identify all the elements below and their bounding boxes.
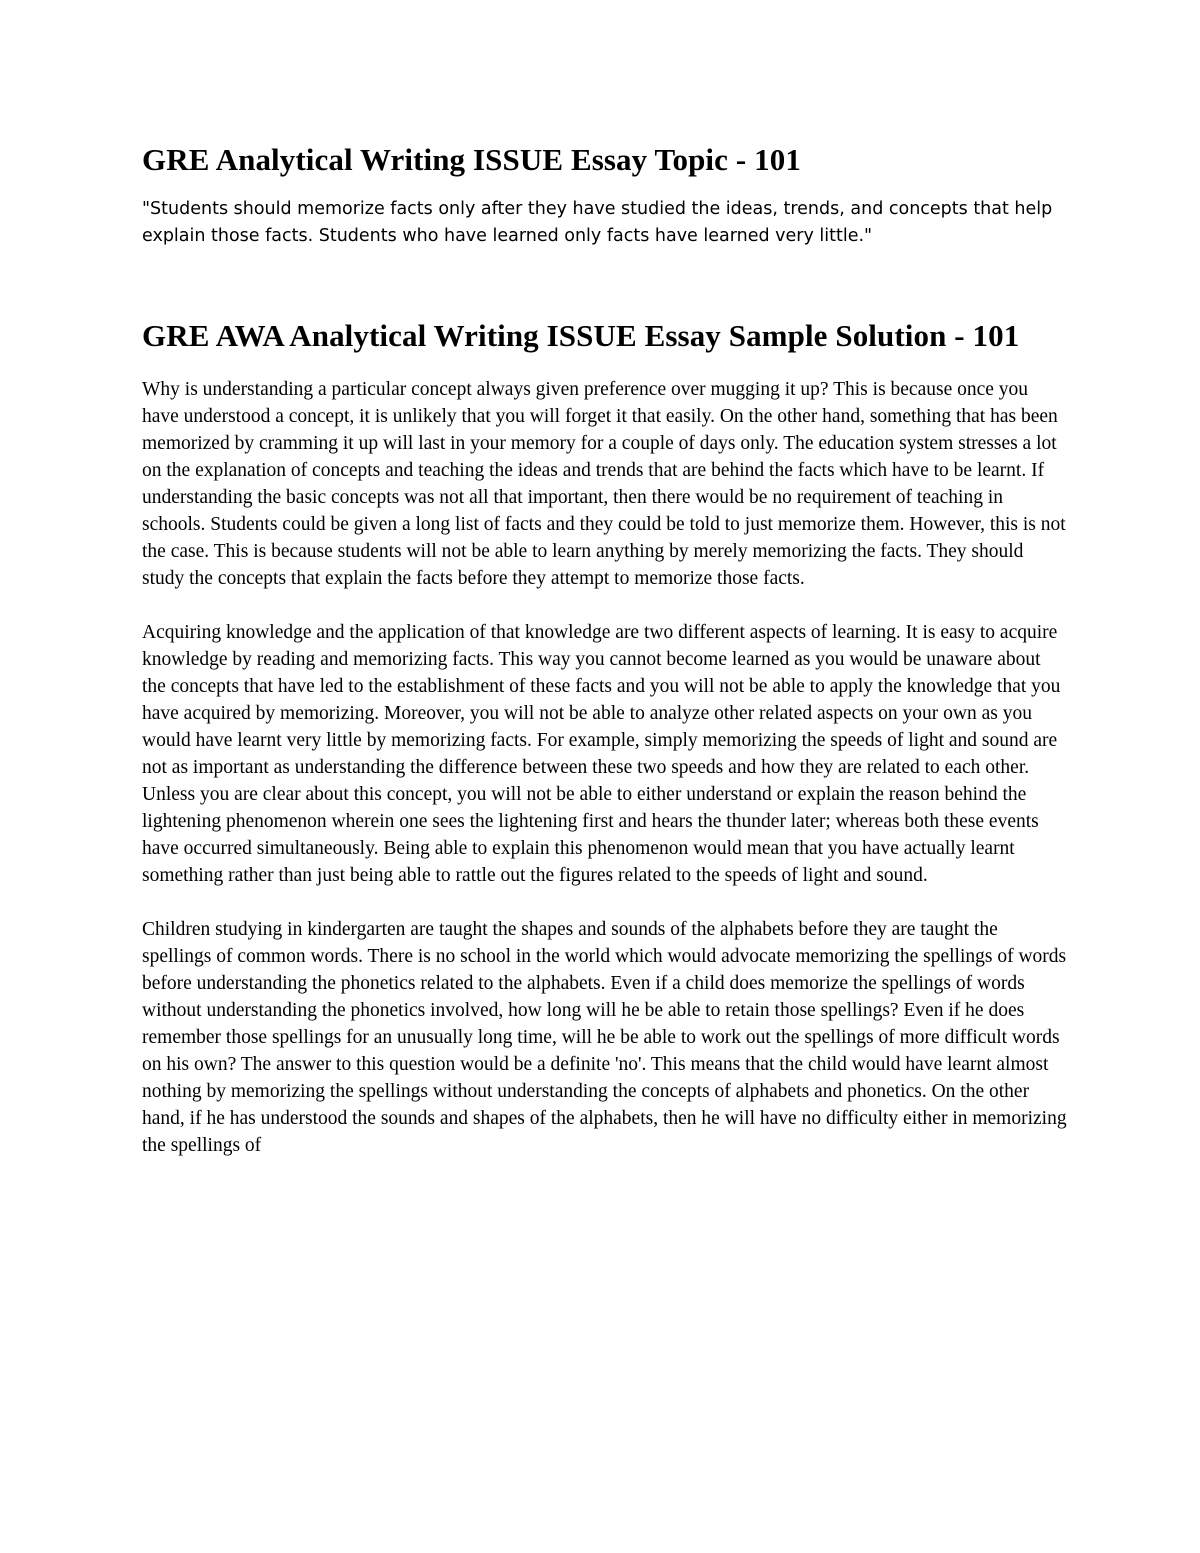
essay-paragraph-2: Acquiring knowledge and the application of that knowledge are two different aspects of learning. It is easy to acquire knowledge by reading and memorizing facts. This way you cannot become learned as you would be unaware about the concepts that have led to the establishment of these facts and you will not be able to apply the knowledge that you have acquired by memorizing. Moreover, you will not be able to analyze other related aspects on your own as you would have learnt very little by memorizing facts. For example, simply memorizing the speeds of light and sound are not as important as understanding the difference between these two speeds and how they are related to each other. Unless you are clear about this concept, you will not be able to either understand or explain the reason behind the lightening phenomenon wherein one sees the lightening first and hears the thunder later; whereas both these events have occurred simultaneously. Being able to explain this phenomenon would mean that you have actually learnt something rather than just being able to rattle out the figures related to the speeds of light and sound.	[142, 622, 1061, 886]
essay-paragraph-1: Why is understanding a particular concept always given preference over mugging it up? This is because once you have understood a concept, it is unlikely that you will forget it that easily. On the other hand, something that has been memorized by cramming it up will last in your memory for a couple of days only. The education system stresses a lot on the explanation of concepts and teaching the ideas and trends that are behind the facts which have to be learnt. If understanding the basic concepts was not all that important, then there would be no requirement of teaching in schools. Students could be given a long list of facts and they could be told to just memorize them. However, this is not the case. This is because students will not be able to learn anything by merely memorizing the facts. They should study the concepts that explain the facts before they attempt to memorize those facts.	[142, 379, 1066, 589]
solution-title: GRE AWA Analytical Writing ISSUE Essay Sample Solution - 101	[142, 318, 1020, 353]
topic-title: GRE Analytical Writing ISSUE Essay Topic - 101	[142, 142, 801, 177]
essay-paragraph-3: Children studying in kindergarten are taught the shapes and sounds of the alphabets before they are taught the spellings of common words. There is no school in the world which would advocate memorizing the spellings of words before understanding the phonetics related to the alphabets. Even if a child does memorize the spellings of words without understanding the phonetics involved, how long will he be able to retain those spellings? Even if he does remember those spellings for an unusually long time, will he be able to work out the spellings of more difficult words on his own? The answer to this question would be a definite 'no'. This means that the child would have learnt almost nothing by memorizing the spellings without understanding the concepts of alphabets and phonetics. On the other hand, if he has understood the sounds and shapes of the alphabets, then he will have no difficulty either in memorizing the spellings of	[142, 919, 1067, 1156]
document-content	[142, 138, 1067, 1159]
topic-prompt: "Students should memorize facts only after they have studied the ideas, trends, and concepts that help explain those facts. Students who have learned only facts have learned very little."	[142, 199, 1053, 246]
